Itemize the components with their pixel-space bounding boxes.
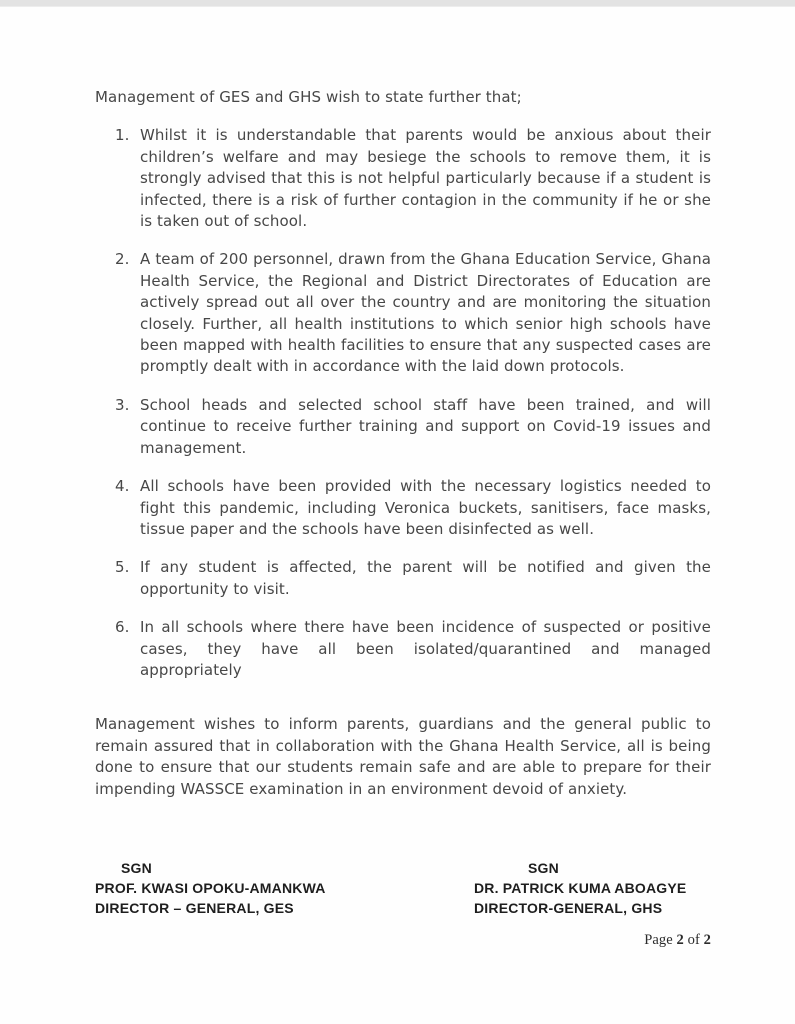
footer-current-page: 2 [676,931,684,948]
list-item-text: In all schools where there have been incidence of suspected or positive cases, they have all been isolated/quarantined and managed appropriately [140,618,711,679]
list-item-number: 1. [115,126,130,145]
document-content [0,7,795,950]
signatory-name: DR. PATRICK KUMA ABOAGYE [474,879,687,896]
list-item [95,249,711,377]
list-item-number: 6. [115,618,130,637]
footer-total-pages: 2 [703,931,711,948]
signature-block-ghs [474,858,711,918]
list-item [95,557,711,600]
list-item [95,395,711,459]
list-item-text: All schools have been provided with the necessary logistics needed to fight this pandemic, including Veronica buckets, sanitisers, face masks, tissue paper and the schools have been disinfected as well. [140,477,711,538]
closing-paragraph: Management wishes to inform parents, guardians and the general public to remain assured that in collaboration with the Ghana Health Service, all is being done to ensure that our students remain safe and are able to prepare for their impending WASSCE examination in an environment devoid of anxiety. [95,715,711,798]
footer-word-page: Page [644,931,673,948]
signature-block-ges [95,858,474,918]
signatory-name: PROF. KWASI OPOKU-AMANKWA [95,879,326,896]
page-footer [95,931,711,950]
list-item-text: Whilst it is understandable that parents would be anxious about their children’s welfare and may besiege the schools to remove them, it is strongly advised that this is not helpful particularly because if a student is infected, there is a risk of further contagion in the community if he or she is taken out of school. [140,126,711,231]
list-item-text: A team of 200 personnel, drawn from the Ghana Education Service, Ghana Health Service, the Regional and District Directorates of Education are actively spread out all over the country and are monitoring the situation closely. Further, all health institutions to which senior high schools have been mapped with health facilities to ensure that any suspected cases are promptly dealt with in accordance with the laid down protocols. [140,250,711,376]
list-item-number: 3. [115,395,130,414]
footer-word-of: of [687,931,700,948]
list-item-number: 2. [115,250,130,269]
intro-paragraph: Management of GES and GHS wish to state further that; [95,88,522,106]
numbered-list [95,125,711,681]
sgn-label: SGN [528,859,559,876]
signatory-title: DIRECTOR – GENERAL, GES [95,899,294,916]
list-item [95,476,711,540]
scan-edge-bar [0,0,795,7]
list-item-number: 5. [115,558,130,577]
list-item-text: If any student is affected, the parent will be notified and given the opportunity to visit. [140,558,711,598]
sgn-label: SGN [121,859,152,876]
list-item [95,617,711,681]
signature-row [95,858,711,918]
list-item-text: School heads and selected school staff have been trained, and will continue to receive further training and support on Covid-19 issues and management. [140,395,711,457]
list-item [95,125,711,232]
signatory-title: DIRECTOR-GENERAL, GHS [474,899,663,916]
list-item-number: 4. [115,477,130,496]
